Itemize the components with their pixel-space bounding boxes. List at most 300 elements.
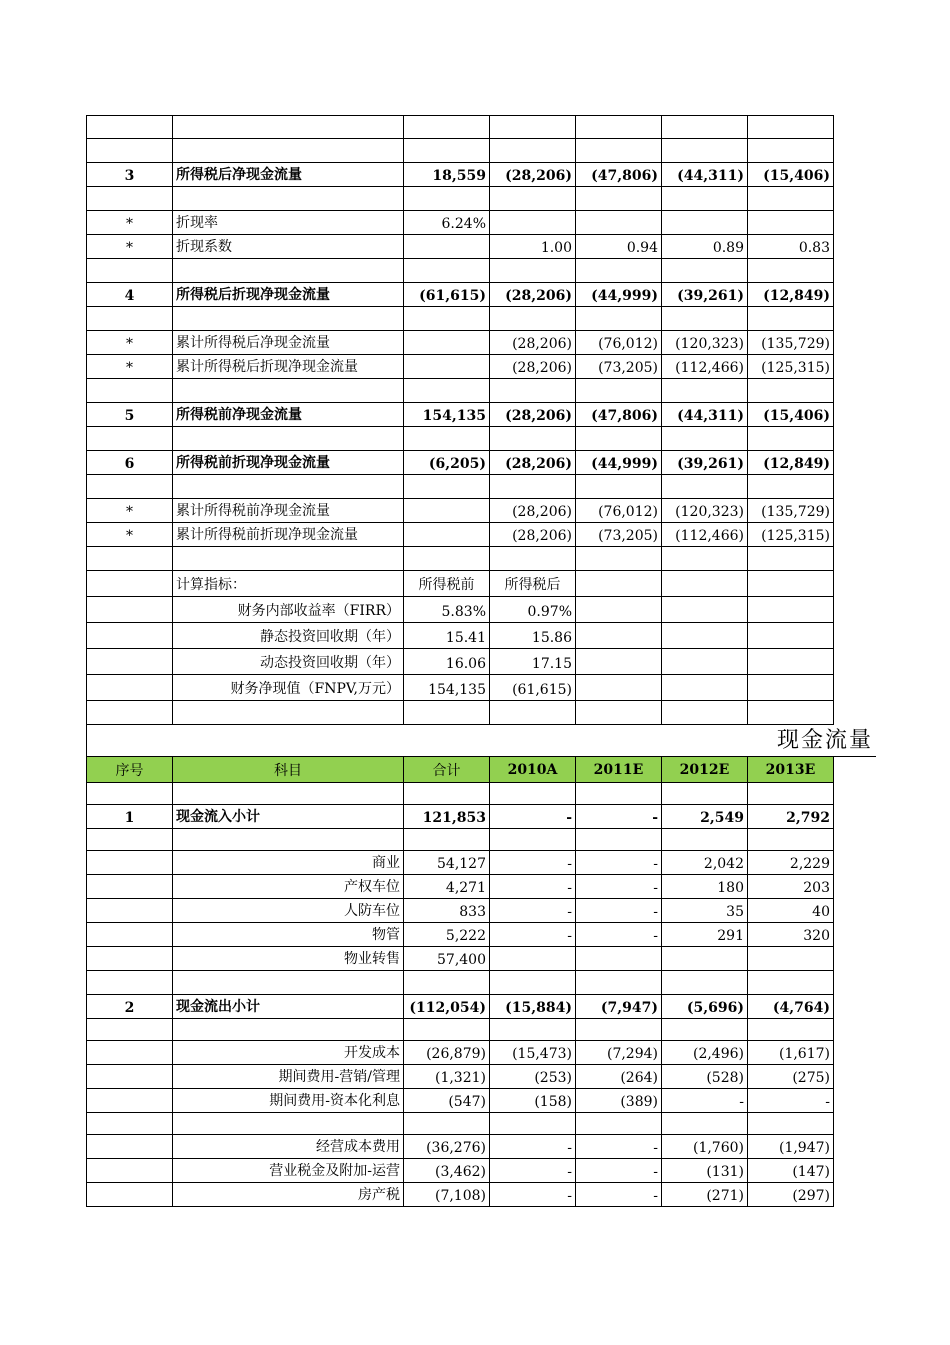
value-cell[interactable] (576, 187, 662, 211)
row-label-cell[interactable] (173, 971, 404, 995)
value-cell[interactable] (662, 211, 748, 235)
value-cell[interactable]: (2,496) (662, 1041, 748, 1065)
row-index-cell[interactable] (86, 1089, 173, 1113)
row-label-cell[interactable] (173, 829, 404, 851)
value-cell[interactable]: 320 (748, 923, 834, 947)
value-cell[interactable]: (28,206) (490, 163, 576, 187)
empty-cell[interactable] (662, 571, 748, 597)
row-label-cell[interactable]: 累计所得税后净现金流量 (173, 331, 404, 355)
value-cell[interactable]: 2,549 (662, 805, 748, 829)
value-cell[interactable]: 5,222 (404, 923, 490, 947)
value-cell[interactable]: 121,853 (404, 805, 490, 829)
value-cell[interactable]: 40 (748, 899, 834, 923)
value-cell[interactable]: 291 (662, 923, 748, 947)
value-cell[interactable] (576, 211, 662, 235)
value-cell[interactable] (576, 829, 662, 851)
row-index-cell[interactable] (86, 427, 173, 451)
value-cell[interactable]: (528) (662, 1065, 748, 1089)
value-cell[interactable]: (4,764) (748, 995, 834, 1019)
row-label-cell[interactable]: 物业转售 (173, 947, 404, 971)
indicator-pre-value[interactable]: 16.06 (404, 649, 490, 675)
row-index-cell[interactable]: 3 (86, 163, 173, 187)
value-cell[interactable] (404, 427, 490, 451)
value-cell[interactable] (662, 187, 748, 211)
value-cell[interactable] (490, 829, 576, 851)
value-cell[interactable] (404, 523, 490, 547)
value-cell[interactable]: 0.94 (576, 235, 662, 259)
value-cell[interactable]: (28,206) (490, 355, 576, 379)
value-cell[interactable]: - (490, 1135, 576, 1159)
value-cell[interactable] (576, 547, 662, 571)
value-cell[interactable] (748, 115, 834, 139)
value-cell[interactable]: (15,884) (490, 995, 576, 1019)
row-index-cell[interactable] (86, 547, 173, 571)
row-label-cell[interactable]: 期间费用-资本化利息 (173, 1089, 404, 1113)
value-cell[interactable]: (47,806) (576, 163, 662, 187)
value-cell[interactable]: (28,206) (490, 283, 576, 307)
value-cell[interactable]: (28,206) (490, 403, 576, 427)
value-cell[interactable] (662, 783, 748, 805)
value-cell[interactable]: (275) (748, 1065, 834, 1089)
value-cell[interactable]: (61,615) (404, 283, 490, 307)
value-cell[interactable] (662, 427, 748, 451)
value-cell[interactable] (748, 211, 834, 235)
row-label-cell[interactable]: 商业 (173, 851, 404, 875)
value-cell[interactable]: - (490, 805, 576, 829)
value-cell[interactable]: - (490, 1183, 576, 1207)
value-cell[interactable] (576, 475, 662, 499)
row-label-cell[interactable] (173, 1019, 404, 1041)
column-header-1[interactable]: 科目 (173, 757, 404, 783)
row-label-cell[interactable] (173, 115, 404, 139)
row-label-cell[interactable]: 累计所得税后折现净现金流量 (173, 355, 404, 379)
row-index-cell[interactable]: * (86, 523, 173, 547)
value-cell[interactable]: 154,135 (404, 403, 490, 427)
empty-cell[interactable] (86, 571, 173, 597)
row-index-cell[interactable] (86, 1159, 173, 1183)
row-index-cell[interactable] (86, 947, 173, 971)
value-cell[interactable] (490, 427, 576, 451)
value-cell[interactable] (748, 547, 834, 571)
row-index-cell[interactable]: 6 (86, 451, 173, 475)
value-cell[interactable]: (547) (404, 1089, 490, 1113)
value-cell[interactable] (490, 211, 576, 235)
row-label-cell[interactable]: 所得税后折现净现金流量 (173, 283, 404, 307)
empty-cell[interactable] (86, 675, 173, 701)
value-cell[interactable]: 54,127 (404, 851, 490, 875)
value-cell[interactable] (662, 139, 748, 163)
value-cell[interactable]: - (490, 923, 576, 947)
value-cell[interactable]: (131) (662, 1159, 748, 1183)
row-index-cell[interactable] (86, 1019, 173, 1041)
value-cell[interactable] (576, 1019, 662, 1041)
value-cell[interactable] (748, 259, 834, 283)
value-cell[interactable] (662, 947, 748, 971)
value-cell[interactable]: (12,849) (748, 283, 834, 307)
value-cell[interactable]: (26,879) (404, 1041, 490, 1065)
row-label-cell[interactable]: 产权车位 (173, 875, 404, 899)
column-header-2[interactable]: 合计 (404, 757, 490, 783)
row-label-cell[interactable] (173, 379, 404, 403)
value-cell[interactable] (404, 259, 490, 283)
row-index-cell[interactable] (86, 139, 173, 163)
value-cell[interactable]: - (576, 875, 662, 899)
row-index-cell[interactable]: * (86, 235, 173, 259)
value-cell[interactable] (404, 355, 490, 379)
value-cell[interactable] (662, 1113, 748, 1135)
empty-cell[interactable] (490, 701, 576, 725)
value-cell[interactable] (490, 1019, 576, 1041)
row-index-cell[interactable]: 1 (86, 805, 173, 829)
value-cell[interactable] (662, 971, 748, 995)
row-index-cell[interactable] (86, 829, 173, 851)
indicator-pre-value[interactable]: 15.41 (404, 623, 490, 649)
row-label-cell[interactable]: 经营成本费用 (173, 1135, 404, 1159)
value-cell[interactable]: (44,311) (662, 163, 748, 187)
value-cell[interactable] (404, 829, 490, 851)
empty-cell[interactable] (173, 701, 404, 725)
value-cell[interactable]: (73,205) (576, 523, 662, 547)
value-cell[interactable] (748, 829, 834, 851)
empty-cell[interactable] (86, 623, 173, 649)
value-cell[interactable] (490, 187, 576, 211)
value-cell[interactable]: (112,466) (662, 523, 748, 547)
value-cell[interactable]: - (576, 899, 662, 923)
row-label-cell[interactable] (173, 1113, 404, 1135)
value-cell[interactable]: - (748, 1089, 834, 1113)
value-cell[interactable] (576, 379, 662, 403)
empty-cell[interactable] (576, 623, 662, 649)
row-label-cell[interactable]: 营业税金及附加-运营 (173, 1159, 404, 1183)
value-cell[interactable]: 0.89 (662, 235, 748, 259)
column-header-0[interactable]: 序号 (86, 757, 173, 783)
value-cell[interactable] (576, 947, 662, 971)
row-index-cell[interactable] (86, 1113, 173, 1135)
row-index-cell[interactable]: * (86, 211, 173, 235)
column-header-4[interactable]: 2011E (576, 757, 662, 783)
empty-cell[interactable] (748, 597, 834, 623)
empty-cell[interactable] (404, 701, 490, 725)
value-cell[interactable]: 4,271 (404, 875, 490, 899)
value-cell[interactable]: (6,205) (404, 451, 490, 475)
value-cell[interactable]: - (662, 1089, 748, 1113)
indicator-col-post[interactable]: 所得税后 (490, 571, 576, 597)
value-cell[interactable] (662, 259, 748, 283)
value-cell[interactable]: (5,696) (662, 995, 748, 1019)
value-cell[interactable]: 1.00 (490, 235, 576, 259)
value-cell[interactable] (490, 379, 576, 403)
value-cell[interactable] (404, 475, 490, 499)
indicator-label[interactable]: 财务净现值（FNPV,万元） (173, 675, 404, 701)
row-label-cell[interactable]: 物管 (173, 923, 404, 947)
value-cell[interactable]: (76,012) (576, 499, 662, 523)
row-label-cell[interactable]: 折现率 (173, 211, 404, 235)
value-cell[interactable]: 57,400 (404, 947, 490, 971)
indicator-post-value[interactable]: 0.97% (490, 597, 576, 623)
indicator-label[interactable]: 财务内部收益率（FIRR） (173, 597, 404, 623)
row-index-cell[interactable] (86, 187, 173, 211)
value-cell[interactable] (748, 783, 834, 805)
empty-cell[interactable] (662, 623, 748, 649)
row-label-cell[interactable] (173, 475, 404, 499)
value-cell[interactable] (748, 1113, 834, 1135)
value-cell[interactable]: 18,559 (404, 163, 490, 187)
value-cell[interactable]: (28,206) (490, 499, 576, 523)
row-label-cell[interactable]: 累计所得税前净现金流量 (173, 499, 404, 523)
row-label-cell[interactable]: 所得税后净现金流量 (173, 163, 404, 187)
value-cell[interactable] (576, 783, 662, 805)
row-index-cell[interactable] (86, 783, 173, 805)
indicator-col-pre[interactable]: 所得税前 (404, 571, 490, 597)
value-cell[interactable] (490, 1113, 576, 1135)
empty-cell[interactable] (662, 675, 748, 701)
row-index-cell[interactable] (86, 307, 173, 331)
value-cell[interactable]: - (576, 851, 662, 875)
row-index-cell[interactable]: * (86, 499, 173, 523)
value-cell[interactable]: (47,806) (576, 403, 662, 427)
row-index-cell[interactable]: 4 (86, 283, 173, 307)
value-cell[interactable] (662, 115, 748, 139)
empty-cell[interactable] (576, 649, 662, 675)
value-cell[interactable]: 6.24% (404, 211, 490, 235)
indicator-label[interactable]: 动态投资回收期（年） (173, 649, 404, 675)
value-cell[interactable]: (28,206) (490, 451, 576, 475)
value-cell[interactable] (748, 427, 834, 451)
value-cell[interactable] (748, 971, 834, 995)
empty-cell[interactable] (86, 649, 173, 675)
value-cell[interactable] (490, 259, 576, 283)
row-index-cell[interactable] (86, 115, 173, 139)
value-cell[interactable]: - (576, 1135, 662, 1159)
value-cell[interactable]: - (490, 899, 576, 923)
indicator-heading[interactable]: 计算指标： (173, 571, 404, 597)
value-cell[interactable]: (1,947) (748, 1135, 834, 1159)
empty-cell[interactable] (748, 675, 834, 701)
row-label-cell[interactable] (173, 259, 404, 283)
row-label-cell[interactable]: 现金流入小计 (173, 805, 404, 829)
value-cell[interactable]: (135,729) (748, 331, 834, 355)
value-cell[interactable] (404, 1019, 490, 1041)
row-label-cell[interactable]: 累计所得税前折现净现金流量 (173, 523, 404, 547)
value-cell[interactable] (662, 475, 748, 499)
value-cell[interactable]: (135,729) (748, 499, 834, 523)
value-cell[interactable] (490, 139, 576, 163)
indicator-post-value[interactable]: (61,615) (490, 675, 576, 701)
value-cell[interactable]: 2,042 (662, 851, 748, 875)
value-cell[interactable]: 180 (662, 875, 748, 899)
row-index-cell[interactable] (86, 875, 173, 899)
row-index-cell[interactable] (86, 923, 173, 947)
value-cell[interactable] (404, 971, 490, 995)
value-cell[interactable]: (15,473) (490, 1041, 576, 1065)
value-cell[interactable]: (112,054) (404, 995, 490, 1019)
value-cell[interactable]: - (490, 1159, 576, 1183)
value-cell[interactable]: 2,792 (748, 805, 834, 829)
value-cell[interactable]: (3,462) (404, 1159, 490, 1183)
value-cell[interactable] (404, 379, 490, 403)
empty-cell[interactable] (662, 701, 748, 725)
row-index-cell[interactable] (86, 851, 173, 875)
value-cell[interactable] (662, 379, 748, 403)
value-cell[interactable] (748, 475, 834, 499)
value-cell[interactable]: (1,617) (748, 1041, 834, 1065)
row-label-cell[interactable]: 期间费用-营销/管理 (173, 1065, 404, 1089)
value-cell[interactable]: - (490, 851, 576, 875)
value-cell[interactable]: (39,261) (662, 283, 748, 307)
value-cell[interactable]: 2,229 (748, 851, 834, 875)
value-cell[interactable] (490, 971, 576, 995)
value-cell[interactable]: 833 (404, 899, 490, 923)
row-label-cell[interactable]: 所得税前净现金流量 (173, 403, 404, 427)
row-index-cell[interactable]: * (86, 331, 173, 355)
empty-cell[interactable] (748, 701, 834, 725)
row-index-cell[interactable]: * (86, 355, 173, 379)
value-cell[interactable]: (76,012) (576, 331, 662, 355)
value-cell[interactable]: (7,294) (576, 1041, 662, 1065)
row-label-cell[interactable] (173, 307, 404, 331)
row-label-cell[interactable]: 现金流出小计 (173, 995, 404, 1019)
row-index-cell[interactable]: 5 (86, 403, 173, 427)
value-cell[interactable]: (28,206) (490, 331, 576, 355)
value-cell[interactable]: - (490, 875, 576, 899)
value-cell[interactable]: (271) (662, 1183, 748, 1207)
empty-cell[interactable] (662, 597, 748, 623)
empty-cell[interactable] (576, 597, 662, 623)
value-cell[interactable]: (1,760) (662, 1135, 748, 1159)
empty-cell[interactable] (86, 597, 173, 623)
value-cell[interactable]: (389) (576, 1089, 662, 1113)
value-cell[interactable] (662, 547, 748, 571)
value-cell[interactable]: (15,406) (748, 163, 834, 187)
value-cell[interactable]: (120,323) (662, 331, 748, 355)
indicator-pre-value[interactable]: 5.83% (404, 597, 490, 623)
value-cell[interactable] (576, 427, 662, 451)
value-cell[interactable]: (1,321) (404, 1065, 490, 1089)
indicator-post-value[interactable]: 15.86 (490, 623, 576, 649)
value-cell[interactable] (576, 971, 662, 995)
row-label-cell[interactable]: 开发成本 (173, 1041, 404, 1065)
value-cell[interactable] (404, 783, 490, 805)
value-cell[interactable]: (39,261) (662, 451, 748, 475)
value-cell[interactable]: (125,315) (748, 523, 834, 547)
row-label-cell[interactable]: 所得税前折现净现金流量 (173, 451, 404, 475)
value-cell[interactable]: (297) (748, 1183, 834, 1207)
value-cell[interactable] (404, 307, 490, 331)
value-cell[interactable] (490, 783, 576, 805)
empty-cell[interactable] (748, 649, 834, 675)
value-cell[interactable]: 203 (748, 875, 834, 899)
indicator-post-value[interactable]: 17.15 (490, 649, 576, 675)
row-index-cell[interactable]: 2 (86, 995, 173, 1019)
value-cell[interactable] (490, 547, 576, 571)
row-label-cell[interactable] (173, 427, 404, 451)
row-index-cell[interactable] (86, 899, 173, 923)
value-cell[interactable]: (158) (490, 1089, 576, 1113)
value-cell[interactable] (404, 499, 490, 523)
value-cell[interactable] (404, 1113, 490, 1135)
value-cell[interactable] (662, 1019, 748, 1041)
row-label-cell[interactable] (173, 547, 404, 571)
value-cell[interactable]: (15,406) (748, 403, 834, 427)
value-cell[interactable]: (264) (576, 1065, 662, 1089)
empty-cell[interactable] (576, 571, 662, 597)
row-index-cell[interactable] (86, 1065, 173, 1089)
row-index-cell[interactable] (86, 1041, 173, 1065)
row-label-cell[interactable] (173, 139, 404, 163)
value-cell[interactable] (404, 139, 490, 163)
row-index-cell[interactable] (86, 475, 173, 499)
row-index-cell[interactable] (86, 1135, 173, 1159)
value-cell[interactable]: (28,206) (490, 523, 576, 547)
row-index-cell[interactable] (86, 259, 173, 283)
value-cell[interactable]: (120,323) (662, 499, 748, 523)
value-cell[interactable]: 0.83 (748, 235, 834, 259)
row-label-cell[interactable]: 房产税 (173, 1183, 404, 1207)
row-index-cell[interactable] (86, 379, 173, 403)
value-cell[interactable] (404, 115, 490, 139)
value-cell[interactable]: (44,999) (576, 283, 662, 307)
value-cell[interactable] (404, 331, 490, 355)
value-cell[interactable]: - (576, 923, 662, 947)
value-cell[interactable]: (147) (748, 1159, 834, 1183)
value-cell[interactable] (404, 187, 490, 211)
value-cell[interactable] (490, 475, 576, 499)
value-cell[interactable] (490, 307, 576, 331)
value-cell[interactable] (748, 187, 834, 211)
row-index-cell[interactable] (86, 1183, 173, 1207)
value-cell[interactable] (576, 307, 662, 331)
column-header-3[interactable]: 2010A (490, 757, 576, 783)
row-label-cell[interactable]: 人防车位 (173, 899, 404, 923)
value-cell[interactable]: - (576, 805, 662, 829)
empty-cell[interactable] (748, 571, 834, 597)
value-cell[interactable] (576, 139, 662, 163)
value-cell[interactable]: (7,947) (576, 995, 662, 1019)
column-header-6[interactable]: 2013E (748, 757, 834, 783)
value-cell[interactable]: (36,276) (404, 1135, 490, 1159)
value-cell[interactable] (576, 115, 662, 139)
row-label-cell[interactable]: 折现系数 (173, 235, 404, 259)
value-cell[interactable] (662, 307, 748, 331)
value-cell[interactable]: 35 (662, 899, 748, 923)
value-cell[interactable] (576, 259, 662, 283)
empty-cell[interactable] (576, 701, 662, 725)
value-cell[interactable] (748, 1019, 834, 1041)
indicator-pre-value[interactable]: 154,135 (404, 675, 490, 701)
value-cell[interactable]: (125,315) (748, 355, 834, 379)
value-cell[interactable] (490, 947, 576, 971)
empty-cell[interactable] (748, 623, 834, 649)
row-label-cell[interactable] (173, 783, 404, 805)
value-cell[interactable]: - (576, 1159, 662, 1183)
value-cell[interactable]: - (576, 1183, 662, 1207)
indicator-label[interactable]: 静态投资回收期（年） (173, 623, 404, 649)
value-cell[interactable] (748, 379, 834, 403)
empty-cell[interactable] (86, 701, 173, 725)
row-label-cell[interactable] (173, 187, 404, 211)
value-cell[interactable]: (112,466) (662, 355, 748, 379)
value-cell[interactable] (490, 115, 576, 139)
empty-cell[interactable] (576, 675, 662, 701)
empty-cell[interactable] (662, 649, 748, 675)
value-cell[interactable] (748, 139, 834, 163)
value-cell[interactable] (404, 547, 490, 571)
value-cell[interactable] (662, 829, 748, 851)
value-cell[interactable]: (12,849) (748, 451, 834, 475)
value-cell[interactable]: (7,108) (404, 1183, 490, 1207)
value-cell[interactable]: (44,999) (576, 451, 662, 475)
value-cell[interactable]: (44,311) (662, 403, 748, 427)
